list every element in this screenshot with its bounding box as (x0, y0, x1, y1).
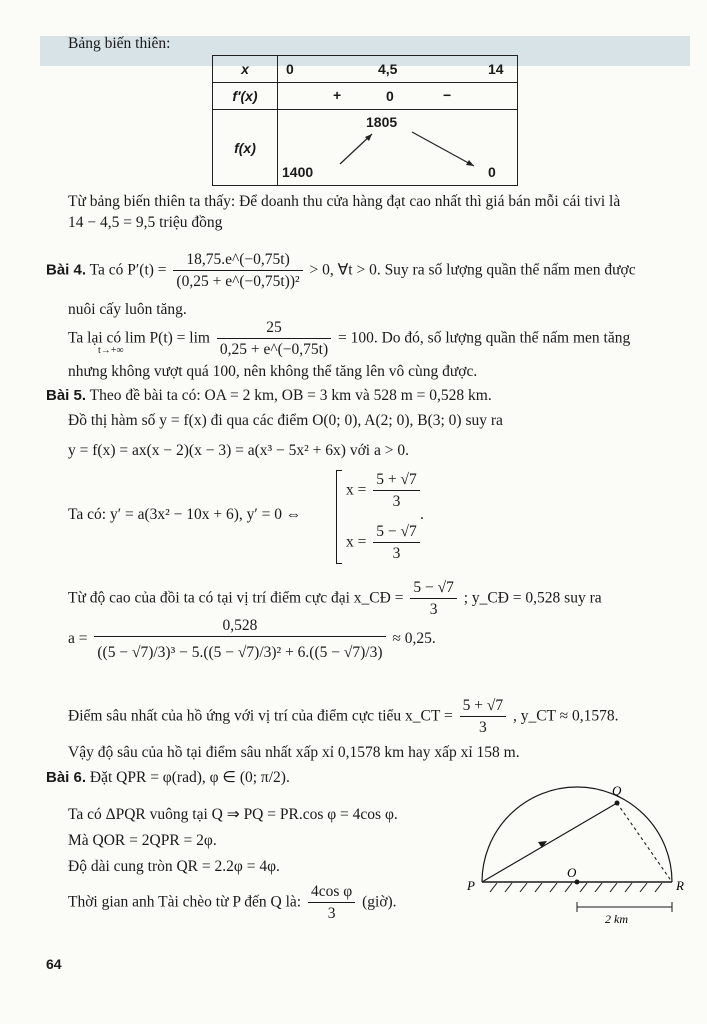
xcd-fraction (410, 578, 457, 620)
root-1-x: x = (346, 481, 367, 499)
root-1-num: 5 + √7 (373, 470, 420, 491)
table-title: Bảng biến thiên: (68, 35, 171, 52)
fp-minus: − (443, 87, 452, 103)
bai4-lim-num: 25 (217, 318, 331, 339)
bai6-time-den: 3 (327, 905, 336, 923)
bai4-lead: Ta có P′(t) = (89, 261, 167, 279)
bai4-line-2: nuôi cấy luôn tăng. (68, 301, 187, 318)
bai6-line-3: Mà QOR = 2QPR = 2φ. (68, 832, 217, 849)
label-o: O (567, 865, 577, 880)
arc (482, 787, 672, 882)
conclusion-line-1: Từ bảng biến thiên ta thấy: Để doanh thu cửa hàng đạt cao nhất thì giá bán mỗi cái tivi là (68, 193, 621, 210)
bai5-line7-lead: Điểm sâu nhất của hồ ứng với vị trí của điểm cực tiểu x_CT = (68, 707, 453, 725)
root-brace (336, 470, 342, 564)
bai5-line7-tail: , y_CT ≈ 0,1578. (512, 707, 619, 725)
bai6-line1-text: Đặt QPR = φ(rad), φ ∈ (0; π/2). (89, 769, 290, 786)
label-r: R (676, 878, 684, 893)
bai5-line-8: Vậy độ sâu của hồ tại điểm sâu nhất xấp xỉ 0,1578 km hay xấp xỉ 158 m. (68, 744, 520, 761)
bai6-line-5 (68, 882, 397, 924)
row-x-values (278, 56, 518, 83)
xct-num: 5 + √7 (460, 696, 507, 717)
bai6-line5-tail: (giờ). (362, 893, 397, 911)
a-fraction (94, 616, 385, 663)
bai6-label: Bài 6. (46, 769, 87, 786)
bai6-line-4: Độ dài cung tròn QR = 2.2φ = 4φ. (68, 858, 280, 875)
a-tail: ≈ 0,25. (392, 629, 436, 647)
bai6-time-fraction (308, 882, 355, 924)
row-fp-label: f′(x) (213, 83, 278, 110)
bai4-lim-tail: = 100. Do đó, số lượng quần thể nấm men tăng (337, 329, 631, 347)
semicircle-figure (455, 775, 695, 935)
segment-pq (482, 803, 617, 882)
hatch (490, 883, 662, 892)
fp-plus: + (333, 87, 342, 103)
x-45: 4,5 (378, 61, 398, 77)
variation-table (212, 55, 518, 186)
label-dist: 2 km (605, 912, 628, 926)
xct-den: 3 (478, 719, 487, 737)
row-fp-values (278, 83, 518, 110)
bai4-label: Bài 4. (46, 261, 87, 279)
root-2-num: 5 − √7 (373, 522, 420, 543)
bai5-line5-tail: ; y_CĐ = 0,528 suy ra (463, 589, 602, 607)
row-x-label: x (213, 56, 278, 83)
bai4-num: 18,75.e^(−0,75t) (173, 250, 302, 271)
label-q: Q (612, 783, 622, 798)
a-den: ((5 − √7)/3)³ − 5.((5 − √7)/3)² + 6.((5 − √7)/3) (97, 644, 383, 662)
bai5-line-7 (68, 696, 619, 738)
xct-fraction (460, 696, 507, 738)
bai5-line-5 (68, 578, 602, 620)
f-end: 0 (488, 164, 496, 180)
root-2 (346, 522, 423, 564)
conclusion-line-2: 14 − 4,5 = 9,5 triệu đồng (68, 214, 223, 231)
bai5-deriv-lead: Ta có: y′ = a(3x² − 10x + 6), y′ = 0 ⇔ (68, 506, 302, 523)
x-14: 14 (488, 61, 504, 77)
bai4-lim-den: 0,25 + e^(−0,75t) (219, 341, 329, 359)
bai4-den: (0,25 + e^(−0,75t))² (176, 273, 300, 291)
a-num: 0,528 (94, 616, 385, 637)
root-2-den: 3 (392, 545, 401, 563)
label-p: P (467, 878, 475, 893)
bai4-lim-lead: Ta lại có lim P(t) = lim (68, 329, 210, 347)
f-max: 1805 (366, 114, 398, 130)
point-o (575, 880, 580, 885)
bai5-line-3: y = f(x) = ax(x − 2)(x − 3) = a(x³ − 5x² + 6x) với a > 0. (68, 442, 409, 459)
fp-zero: 0 (386, 88, 394, 104)
bai6-time-num: 4cos φ (308, 882, 355, 903)
x-0: 0 (286, 61, 294, 77)
bai5-line1-text: Theo đề bài ta có: OA = 2 km, OB = 3 km và 528 m = 0,528 km. (89, 387, 492, 404)
f-start: 1400 (282, 164, 314, 180)
xcd-den: 3 (429, 601, 438, 619)
bai6-line-2: Ta có ΔPQR vuông tại Q ⇒ PQ = PR.cos φ = 4cos φ. (68, 806, 398, 823)
bai4-fraction (173, 250, 302, 292)
page-number: 64 (46, 956, 62, 972)
root-2-x: x = (346, 533, 367, 551)
bai6-line5-lead: Thời gian anh Tài chèo từ P đến Q là: (68, 893, 302, 911)
bai4-lim-fraction (217, 318, 331, 360)
variation-arrows (278, 110, 515, 186)
row-f-values (278, 110, 518, 186)
bai6-line-1 (46, 768, 290, 788)
bai4-lim-sub: t→+∞ (98, 345, 124, 356)
root-1-fraction (373, 470, 420, 512)
a-lead: a = (68, 629, 88, 647)
point-q (615, 801, 620, 806)
bai5-label: Bài 5. (46, 387, 87, 404)
root-dot: . (420, 506, 424, 523)
bai4-line-4: nhưng không vượt quá 100, nên không thể tăng lên vô cùng được. (68, 363, 478, 380)
bai4-line-3 (68, 318, 630, 360)
bai4-tail: > 0, ∀t > 0. Suy ra số lượng quần thể nấm men được (309, 261, 636, 279)
xcd-num: 5 − √7 (410, 578, 457, 599)
row-f-label: f(x) (213, 110, 278, 186)
root-2-fraction (373, 522, 420, 564)
bai5-line-2: Đồ thị hàm số y = f(x) đi qua các điểm O(0; 0), A(2; 0), B(3; 0) suy ra (68, 412, 503, 429)
bai5-line5-lead: Từ độ cao của đồi ta có tại vị trí điểm cực đại x_CĐ = (68, 589, 404, 607)
root-1 (346, 470, 423, 512)
bai5-line-1 (46, 386, 492, 406)
root-1-den: 3 (392, 493, 401, 511)
bai4-line-1 (46, 250, 636, 292)
a-formula (68, 616, 436, 663)
